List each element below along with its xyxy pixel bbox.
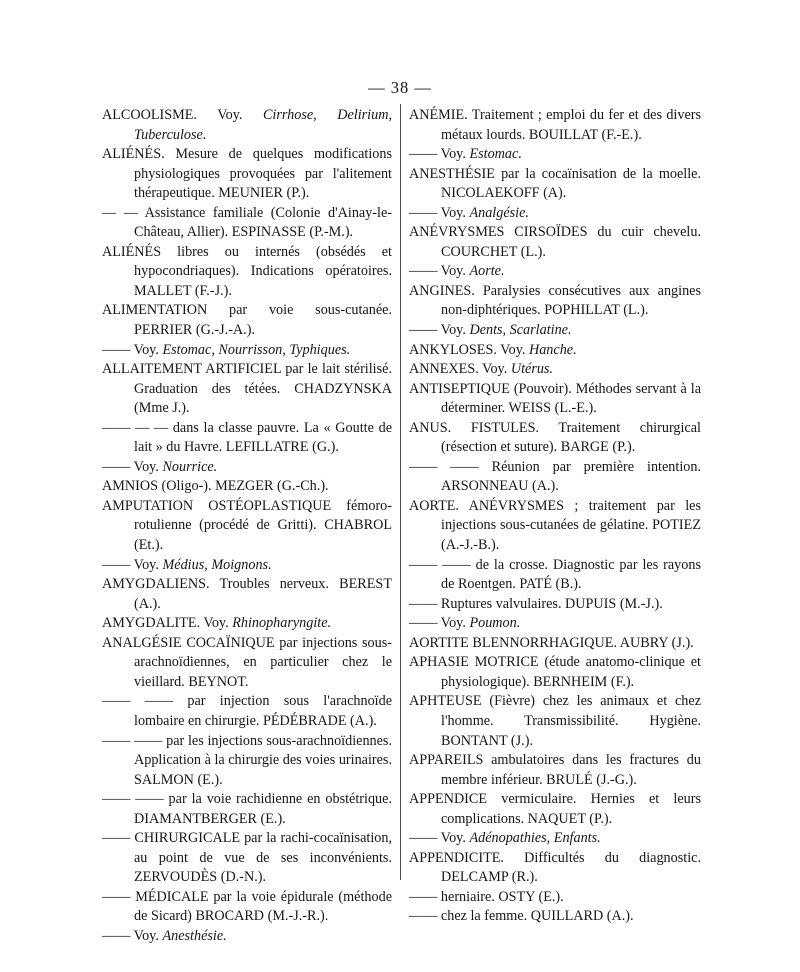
index-entry xyxy=(409,497,701,556)
entry-text: ANKYLOSES. Voy. xyxy=(409,341,529,358)
index-entry xyxy=(102,301,392,340)
index-entry xyxy=(102,458,392,478)
entry-text: —— Voy. xyxy=(409,204,470,221)
entry-text: —— Voy. xyxy=(409,615,470,632)
index-entry xyxy=(409,849,701,888)
entry-text: ANGINES. Paralysies consécutives aux angines non-diphtériques. POPHILLAT (L.). xyxy=(409,282,701,319)
entry-reference: Adénopathies, Enfants. xyxy=(469,830,601,847)
index-entry xyxy=(409,829,701,849)
index-entry xyxy=(102,634,392,693)
right-column xyxy=(409,106,701,927)
index-entry xyxy=(409,145,701,165)
index-entry xyxy=(102,106,392,145)
entry-reference: Rhinopharyngite. xyxy=(232,615,332,632)
entry-text: —— Voy. xyxy=(102,341,163,358)
entry-text: —— —— par les injections sous-arachnoïdiennes. Application à la chirurgie des voies urinaires. SALMON (E.). xyxy=(102,732,392,788)
entry-text: ALIÉNÉS. Mesure de quelques modifications physiologiques provoquées par l'alitement thérapeutique. MEUNIER (P.). xyxy=(102,146,392,202)
entry-text: ALCOOLISME. Voy. xyxy=(102,107,263,123)
index-entry xyxy=(409,751,701,790)
entry-text: AMNIOS (Oligo-). MEZGER (G.-Ch.). xyxy=(102,478,329,495)
index-entry xyxy=(409,634,701,654)
index-entry xyxy=(409,380,701,419)
entry-text: ALIÉNÉS libres ou internés (obsédés et hypocondriaques). Indications opératoires. MALLET (F.-J.). xyxy=(102,243,392,299)
page-number: — 38 — xyxy=(368,78,432,97)
entry-text: —— Voy. xyxy=(102,927,163,944)
entry-reference: Aorte. xyxy=(469,263,505,280)
entry-text: AORTE. ANÉVRYSMES ; traitement par les injections sous-cutanées de gélatine. POTIEZ (A.-J.-B.). xyxy=(409,497,701,554)
index-entry xyxy=(102,614,392,634)
entry-text: APHASIE MOTRICE (étude anatomo-clinique et physiologique). BERNHEIM (F.). xyxy=(409,654,701,690)
index-entry xyxy=(102,575,392,614)
index-entry xyxy=(409,419,701,458)
entry-text: —— Voy. xyxy=(409,322,470,339)
index-entry xyxy=(409,790,701,829)
index-entry xyxy=(102,888,392,927)
entry-reference: Estomac. xyxy=(469,146,522,163)
entry-text: ANUS. FISTULES. Traitement chirurgical (résection et suture). BARGE (P.). xyxy=(409,419,701,456)
index-entry xyxy=(409,341,701,361)
entry-text: ANNEXES. Voy. xyxy=(409,361,511,378)
index-entry xyxy=(102,145,392,204)
index-entry xyxy=(409,556,701,595)
entry-text: —— herniaire. OSTY (E.). xyxy=(409,888,564,905)
index-entry xyxy=(409,165,701,204)
index-entry xyxy=(409,282,701,321)
index-entry xyxy=(102,341,392,361)
entry-text: APPENDICE vermiculaire. Hernies et leurs complications. NAQUET (P.). xyxy=(409,791,701,827)
entry-text: AORTITE BLENNORRHAGIQUE. AUBRY (J.). xyxy=(409,634,694,651)
entry-reference: Dents, Scarlatine. xyxy=(469,322,572,339)
entry-text: —— Voy. xyxy=(102,556,163,573)
index-entry xyxy=(102,497,392,556)
index-entry xyxy=(102,204,392,243)
entry-reference: Anesthésie. xyxy=(162,927,227,944)
entry-text: —— chez la femme. QUILLARD (A.). xyxy=(409,908,634,925)
entry-text: ANÉVRYSMES CIRSOÏDES du cuir chevelu. COURCHET (L.). xyxy=(409,224,701,260)
entry-text: AMYGDALIENS. Troubles nerveux. BEREST (A.). xyxy=(102,576,392,612)
index-entry xyxy=(409,692,701,751)
index-entry xyxy=(102,360,392,419)
entry-text: AMPUTATION OSTÉOPLASTIQUE fémoro-rotulienne (procédé de Gritti). CHABROL (Et.). xyxy=(102,497,392,554)
index-entry xyxy=(409,653,701,692)
entry-reference: Nourrice. xyxy=(162,458,218,475)
entry-text: APHTEUSE (Fièvre) chez les animaux et chez l'homme. Transmissibilité. Hygiène. BONTANT (J.). xyxy=(409,693,701,749)
entry-text: ANÉMIE. Traitement ; emploi du fer et des divers métaux lourds. BOUILLAT (F.-E.). xyxy=(409,107,701,143)
entry-text: —— —— par injection sous l'arachnoïde lombaire en chirurgie. PÉDÉBRADE (A.). xyxy=(102,693,392,729)
index-entry xyxy=(409,223,701,262)
index-entry xyxy=(409,360,701,380)
index-entry xyxy=(102,556,392,576)
entry-text: APPAREILS ambulatoires dans les fractures du membre inférieur. BRULÉ (J.-G.). xyxy=(409,752,701,788)
index-entry xyxy=(409,907,701,927)
entry-text: —— —— par la voie rachidienne en obstétrique. DIAMANTBERGER (E.). xyxy=(102,791,392,827)
column-divider xyxy=(400,104,401,880)
entry-text: AMYGDALITE. Voy. xyxy=(102,615,233,632)
entry-text: —— Voy. xyxy=(102,458,163,475)
index-entry xyxy=(102,692,392,731)
entry-text: ALIMENTATION par voie sous-cutanée. PERRIER (G.-J.-A.). xyxy=(102,302,392,339)
index-entry xyxy=(409,888,701,908)
entry-text: —— —— de la crosse. Diagnostic par les rayons de Roentgen. PATÉ (B.). xyxy=(409,556,701,593)
index-entry xyxy=(102,927,392,947)
entry-text: —— Ruptures valvulaires. DUPUIS (M.-J.). xyxy=(409,595,663,612)
index-entry xyxy=(102,243,392,302)
entry-text: ANESTHÉSIE par la cocaïnisation de la moelle. NICOLAEKOFF (A). xyxy=(409,165,701,202)
entry-reference: Poumon. xyxy=(469,615,521,632)
entry-text: —— — — dans la classe pauvre. La « Goutte de lait » du Havre. LEFILLATRE (G.). xyxy=(102,419,392,456)
entry-text: ANTISEPTIQUE (Pouvoir). Méthodes servant à la déterminer. WEISS (L.-E.). xyxy=(409,380,701,417)
index-entry xyxy=(102,732,392,791)
entry-reference: Utérus. xyxy=(510,361,553,378)
entry-reference: Analgésie. xyxy=(469,204,529,221)
index-entry xyxy=(409,595,701,615)
index-entry xyxy=(409,458,701,497)
entry-text: —— CHIRURGICALE par la rachi-cocaïnisation, au point de vue de ses inconvénients. ZERVOUDÈS (D.-N.). xyxy=(102,830,392,886)
entry-text: — — Assistance familiale (Colonie d'Ainay-le-Château, Allier). ESPINASSE (P.-M.). xyxy=(102,204,392,241)
index-entry xyxy=(409,204,701,224)
index-entry xyxy=(409,321,701,341)
entry-text: ANALGÉSIE COCAÏNIQUE par injections sous-arachnoïdiennes, en particulier chez le vieillard. BEYNOT. xyxy=(102,634,392,690)
entry-text: ALLAITEMENT ARTIFICIEL par le lait stérilisé. Graduation des tétées. CHADZYNSKA (Mme J.). xyxy=(102,361,392,417)
entry-text: —— Voy. xyxy=(409,830,470,847)
index-entry xyxy=(102,790,392,829)
entry-reference: Estomac, Nourrisson, Typhiques. xyxy=(162,341,351,358)
entry-reference: Hanche. xyxy=(528,341,577,358)
index-entry xyxy=(409,262,701,282)
entry-text: —— MÉDICALE par la voie épidurale (méthode de Sicard) BROCARD (M.-J.-R.). xyxy=(102,888,392,925)
entry-text: APPENDICITE. Difficultés du diagnostic. DELCAMP (R.). xyxy=(409,849,701,886)
index-entry xyxy=(409,614,701,634)
index-entry xyxy=(409,106,701,145)
left-column xyxy=(102,106,392,947)
index-entry xyxy=(102,829,392,888)
index-entry xyxy=(102,419,392,458)
entry-text: —— Voy. xyxy=(409,146,470,163)
entry-reference: Cirrhose, Delirium, Tuberculose. xyxy=(134,107,392,143)
index-entry xyxy=(102,477,392,497)
entry-text: —— Voy. xyxy=(409,263,470,280)
entry-reference: Médius, Moignons. xyxy=(162,556,272,573)
entry-text: —— —— Réunion par première intention. ARSONNEAU (A.). xyxy=(409,458,701,495)
